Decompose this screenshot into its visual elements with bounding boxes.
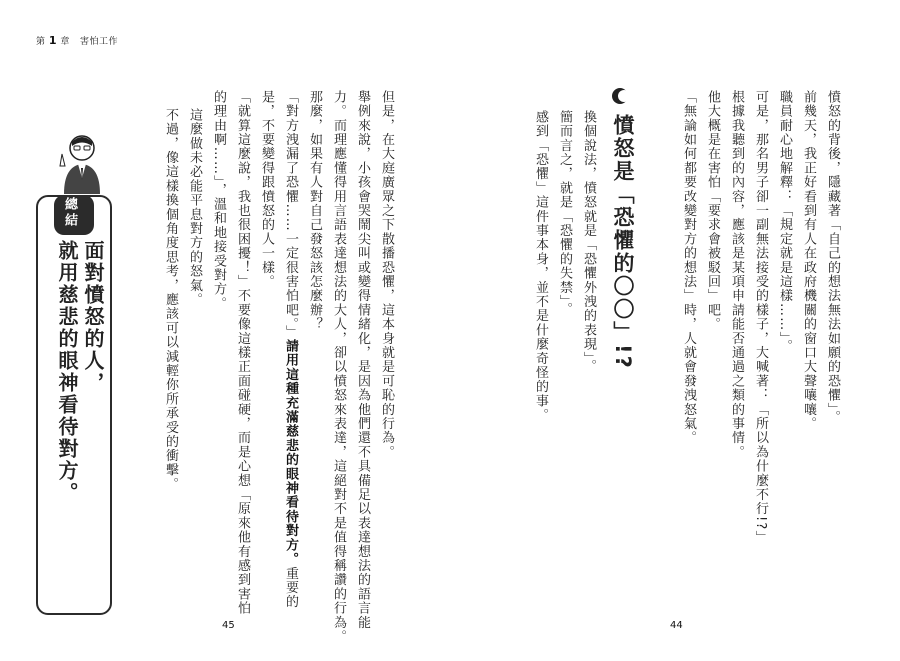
body-text-fragment: 重要的 (283, 566, 298, 609)
body-text-line: 他大概是在害怕「要求會被駁回」吧。 (705, 90, 720, 332)
chapter-suffix: 章 (60, 37, 70, 47)
body-text-line: 根據我聽到的內容，應該是某項申請能否通過之類的事情。 (729, 90, 744, 460)
summary-line: 就用慈悲的眼神看待對方。 (55, 240, 79, 504)
body-text-line (280, 90, 300, 609)
summary-label: 總結 (62, 197, 77, 229)
heading-text: 憤怒是「恐懼的〇〇」!? (611, 114, 635, 370)
body-text-line: 職員耐心地解釋：「規定就是這樣……」。 (777, 90, 792, 354)
body-text-line: 「無論如何都要改變對方的想法」時，人就會發洩怒氣。 (681, 90, 696, 445)
page-number-right: 44 (670, 620, 683, 631)
body-text-line: 「就算這麼說，我也很困擾！」不要像這樣正面碰硬，而是心想「原來他有感到害怕 (235, 90, 250, 616)
body-text-line: 那麼，如果有人對自己發怒該怎麼辦？ (307, 90, 322, 332)
body-text-line: 的理由啊……」，溫和地接受對方。 (211, 90, 226, 311)
chapter-prefix: 第 (36, 37, 46, 47)
crescent-icon (612, 88, 628, 104)
chapter-title: 害怕工作 (80, 37, 119, 47)
page-number-left: 45 (222, 620, 235, 631)
summary-label-box (54, 195, 94, 235)
body-text-line: 是，不要變得跟憤怒的人一樣。 (259, 90, 274, 289)
body-text-line: 舉例來說，小孩會哭鬧尖叫或變得情緒化，是因為他們還不具備足以表達想法的語言能 (355, 90, 370, 630)
chapter-header (36, 34, 118, 47)
body-text-line: 可是，那名男子卻一副無法接受的樣子，大喊著：「所以為什麼不行!?」 (753, 90, 768, 545)
quote-text: 「對方洩漏了恐懼……一定很害怕吧。」 (283, 90, 298, 340)
body-text-line: 但是，在大庭廣眾之下散播恐懼，這本身就是可恥的行為。 (379, 90, 394, 460)
body-text-line: 前幾天，我正好看到有人在政府機關的窗口大聲嚷嚷。 (801, 90, 816, 431)
emphasis-text: 請用這種充滿慈悲的眼神看待對方。 (283, 339, 298, 567)
body-text-line: 力。而理應懂得用言語表達想法的大人，卻以憤怒來表達，這絕對不是值得稱讚的行為。 (331, 90, 346, 644)
person-illustration (50, 130, 110, 194)
body-text-line: 簡而言之，就是「恐懼的失禁」。 (557, 110, 572, 317)
summary-line: 面對憤怒的人， (81, 240, 105, 394)
body-text-line: 不過，像這樣換個角度思考，應該可以減輕你所承受的衝擊。 (163, 108, 178, 492)
section-heading (604, 88, 638, 488)
body-text-line: 這麼做未必能平息對方的怒氣。 (187, 108, 202, 307)
chapter-number: 1 (48, 34, 58, 47)
body-text-line: 換個說法，憤怒就是「恐懼外洩的表現」。 (581, 110, 596, 374)
body-text-line: 憤怒的背後，隱藏著「自己的想法無法如願的恐懼」。 (825, 90, 840, 425)
body-text-line: 感到「恐懼」這件事本身，並不是什麼奇怪的事。 (533, 110, 548, 423)
